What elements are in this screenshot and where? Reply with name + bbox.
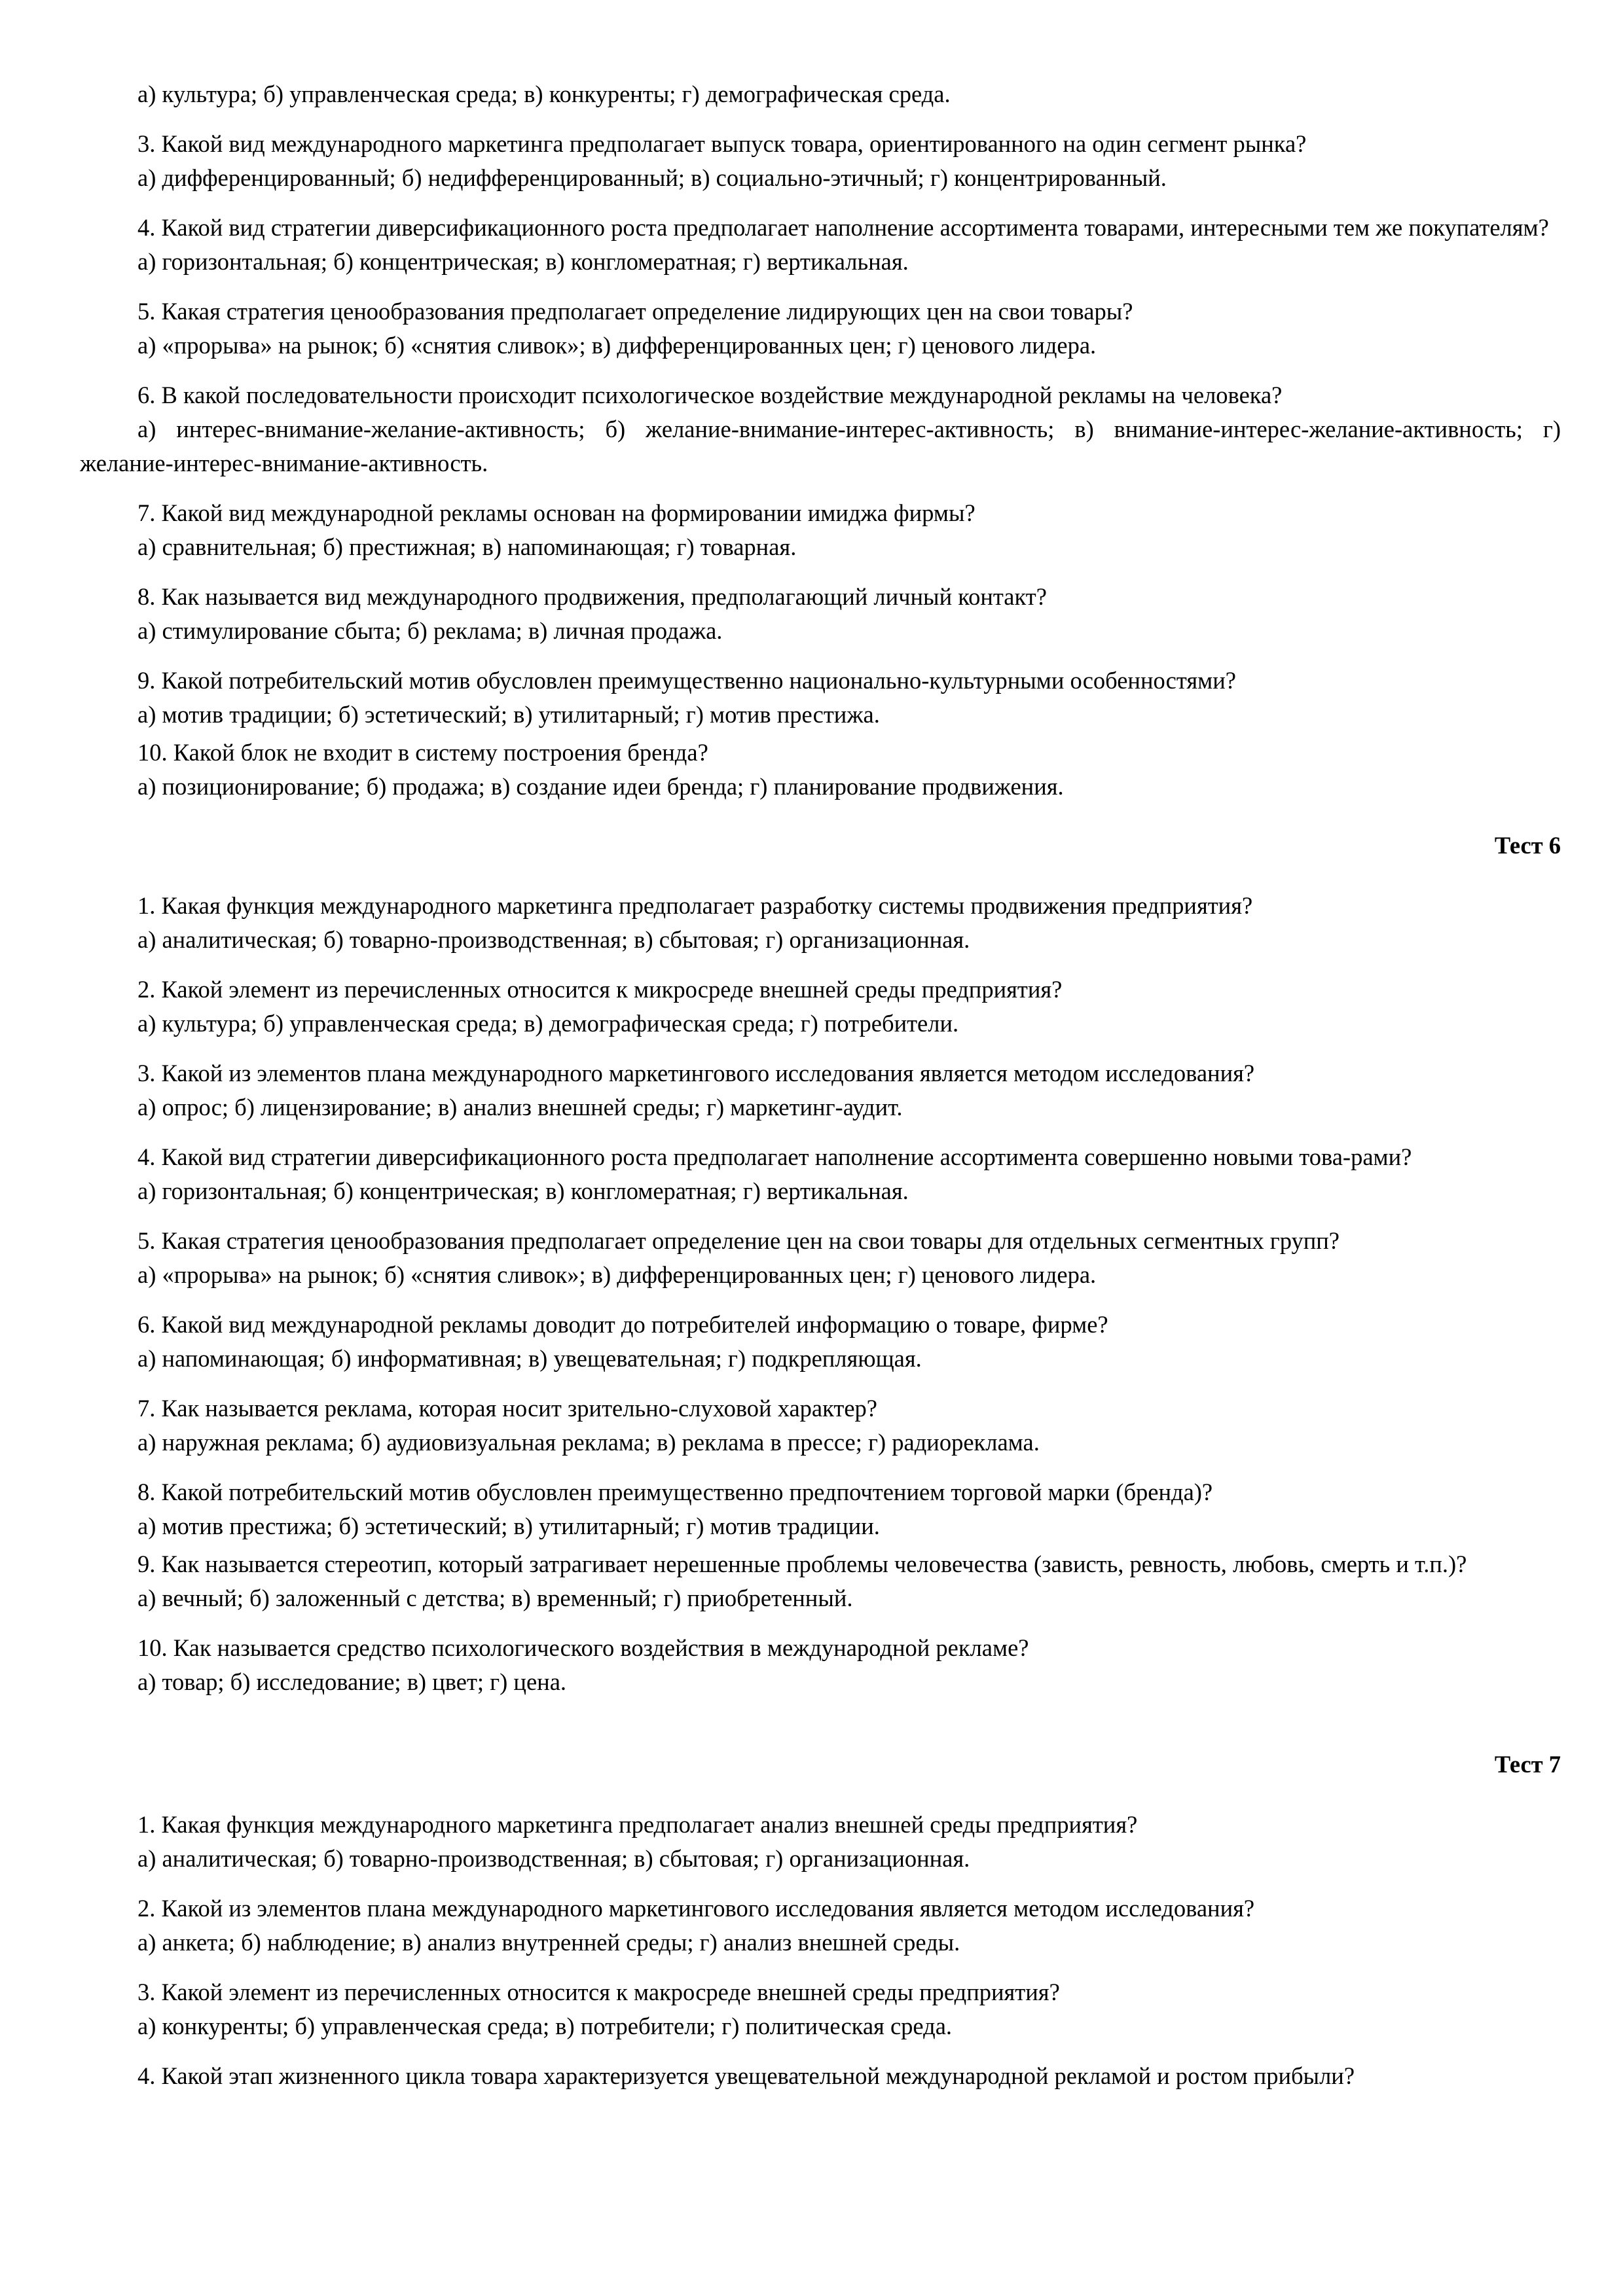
answer-options: а) горизонтальная; б) концентрическая; в) конгломератная; г) вертикальная. (137, 1177, 909, 1204)
question-text: 2. Какой элемент из перечисленных относится к микросреде внешней среды предприятия? (137, 976, 1063, 1003)
question-text: 10. Какой блок не входит в систему построения бренда? (137, 739, 708, 766)
question-block (80, 496, 1561, 564)
question-block (80, 580, 1561, 648)
question-text: 1. Какая функция международного маркетинга предполагает анализ внешней среды предприятия? (137, 1811, 1138, 1838)
question-text: 9. Как называется стереотип, который затрагивает нерешенные проблемы человечества (зависть, ревность, любовь, смерть и т.п.)? (137, 1551, 1467, 1577)
spacer (80, 1699, 1561, 1748)
question-block (80, 1631, 1561, 1699)
question-text: 6. В какой последовательности происходит психологическое воздействие международной рекламы на человека? (137, 382, 1283, 408)
question-block-fragment (80, 77, 1561, 111)
question-block (80, 1892, 1561, 1960)
question-text: 4. Какой этап жизненного цикла товара характеризуется увещевательной международной рекламой и ростом прибыли? (137, 2062, 1355, 2089)
question-text: 3. Какой из элементов плана международного маркетингового исследования является методом исследования? (137, 1060, 1255, 1086)
question-text: 7. Как называется реклама, которая носит зрительно-слуховой характер? (137, 1395, 877, 1422)
question-block (80, 1308, 1561, 1376)
question-block (80, 211, 1561, 279)
answer-options: а) культура; б) управленческая среда; в) конкуренты; г) демографическая среда. (137, 81, 951, 107)
answer-options: а) «прорыва» на рынок; б) «снятия сливок»; в) дифференцированных цен; г) ценового лидера. (137, 1261, 1097, 1288)
question-block (80, 1547, 1561, 1615)
question-text: 7. Какой вид международной рекламы основан на формировании имиджа фирмы? (137, 499, 976, 526)
answer-options: а) сравнительная; б) престижная; в) напоминающая; г) товарная. (137, 533, 797, 560)
answer-options: а) аналитическая; б) товарно-производственная; в) сбытовая; г) организационная. (137, 926, 970, 953)
question-text: 2. Какой из элементов плана международного маркетингового исследования является методом исследования? (137, 1895, 1255, 1922)
question-block (80, 1975, 1561, 2043)
test-7-heading: Тест 7 (1494, 1751, 1561, 1778)
question-text: 1. Какая функция международного маркетинга предполагает разработку системы продвижения предприятия? (137, 892, 1253, 919)
answer-options: а) горизонтальная; б) концентрическая; в) конгломератная; г) вертикальная. (137, 248, 909, 275)
answer-options: а) интерес-внимание-желание-активность; б) желание-внимание-интерес-активность; в) внимание-интерес-желание-активность; г) желание-интерес-внимание-активность. (80, 416, 1561, 476)
question-block (80, 1056, 1561, 1124)
question-block (80, 1391, 1561, 1460)
question-text: 6. Какой вид международной рекламы доводит до потребителей информацию о товаре, фирме? (137, 1311, 1108, 1338)
answer-options: а) товар; б) исследование; в) цвет; г) цена. (137, 1668, 567, 1695)
answer-options: а) вечный; б) заложенный с детства; в) временный; г) приобретенный. (137, 1585, 853, 1611)
answer-options: а) напоминающая; б) информативная; в) увещевательная; г) подкрепляющая. (137, 1345, 922, 1372)
answer-options: а) аналитическая; б) товарно-производственная; в) сбытовая; г) организационная. (137, 1845, 970, 1872)
answer-options: а) позиционирование; б) продажа; в) создание идеи бренда; г) планирование продвижения. (137, 773, 1064, 800)
answer-options: а) культура; б) управленческая среда; в) демографическая среда; г) потребители. (137, 1010, 959, 1037)
answer-options: а) дифференцированный; б) недифференцированный; в) социально-этичный; г) концентрированный. (137, 164, 1167, 191)
question-block (80, 889, 1561, 957)
question-text: 5. Какая стратегия ценообразования предполагает определение цен на свои товары для отдельных сегментных групп? (137, 1227, 1340, 1254)
answer-options: а) мотив престижа; б) эстетический; в) утилитарный; г) мотив традиции. (137, 1513, 880, 1539)
answer-options: а) опрос; б) лицензирование; в) анализ внешней среды; г) маркетинг-аудит. (137, 1094, 903, 1121)
question-block (80, 1808, 1561, 1876)
question-block (80, 378, 1561, 480)
test-6-heading: Тест 6 (1494, 832, 1561, 859)
question-text: 8. Какой потребительский мотив обусловлен преимущественно предпочтением торговой марки (бренда)? (137, 1479, 1213, 1505)
question-text: 4. Какой вид стратегии диверсификационного роста предполагает наполнение ассортимента совершенно новыми това-рами? (137, 1143, 1412, 1170)
question-block (80, 1140, 1561, 1208)
spacer (80, 804, 1561, 829)
question-text: 10. Как называется средство психологического воздействия в международной рекламе? (137, 1634, 1029, 1661)
question-block (80, 664, 1561, 732)
question-block (80, 127, 1561, 195)
answer-options: а) наружная реклама; б) аудиовизуальная реклама; в) реклама в прессе; г) радиореклама. (137, 1429, 1040, 1456)
question-text: 8. Как называется вид международного продвижения, предполагающий личный контакт? (137, 583, 1047, 610)
answer-options: а) стимулирование сбыта; б) реклама; в) личная продажа. (137, 617, 723, 644)
question-text: 3. Какой элемент из перечисленных относится к макросреде внешней среды предприятия? (137, 1979, 1060, 2005)
question-block (80, 973, 1561, 1041)
question-text: 4. Какой вид стратегии диверсификационного роста предполагает наполнение ассортимента товарами, интересными тем же покупателям? (137, 214, 1549, 241)
question-block (80, 736, 1561, 804)
answer-options: а) анкета; б) наблюдение; в) анализ внутренней среды; г) анализ внешней среды. (137, 1929, 960, 1956)
answer-options: а) «прорыва» на рынок; б) «снятия сливок»; в) дифференцированных цен; г) ценового лидера. (137, 332, 1097, 359)
question-text: 9. Какой потребительский мотив обусловлен преимущественно национально-культурными особенностями? (137, 667, 1236, 694)
question-text: 3. Какой вид международного маркетинга предполагает выпуск товара, ориентированного на один сегмент рынка? (137, 130, 1307, 157)
question-block (80, 295, 1561, 363)
answer-options: а) мотив традиции; б) эстетический; в) утилитарный; г) мотив престижа. (137, 701, 880, 728)
question-text: 5. Какая стратегия ценообразования предполагает определение лидирующих цен на свои товары? (137, 298, 1133, 325)
answer-options: а) конкуренты; б) управленческая среда; в) потребители; г) политическая среда. (137, 2013, 953, 2039)
spacer (80, 1782, 1561, 1808)
document-page (80, 77, 1561, 2093)
spacer (80, 863, 1561, 889)
question-block (80, 2059, 1561, 2093)
question-block (80, 1224, 1561, 1292)
question-block (80, 1475, 1561, 1543)
